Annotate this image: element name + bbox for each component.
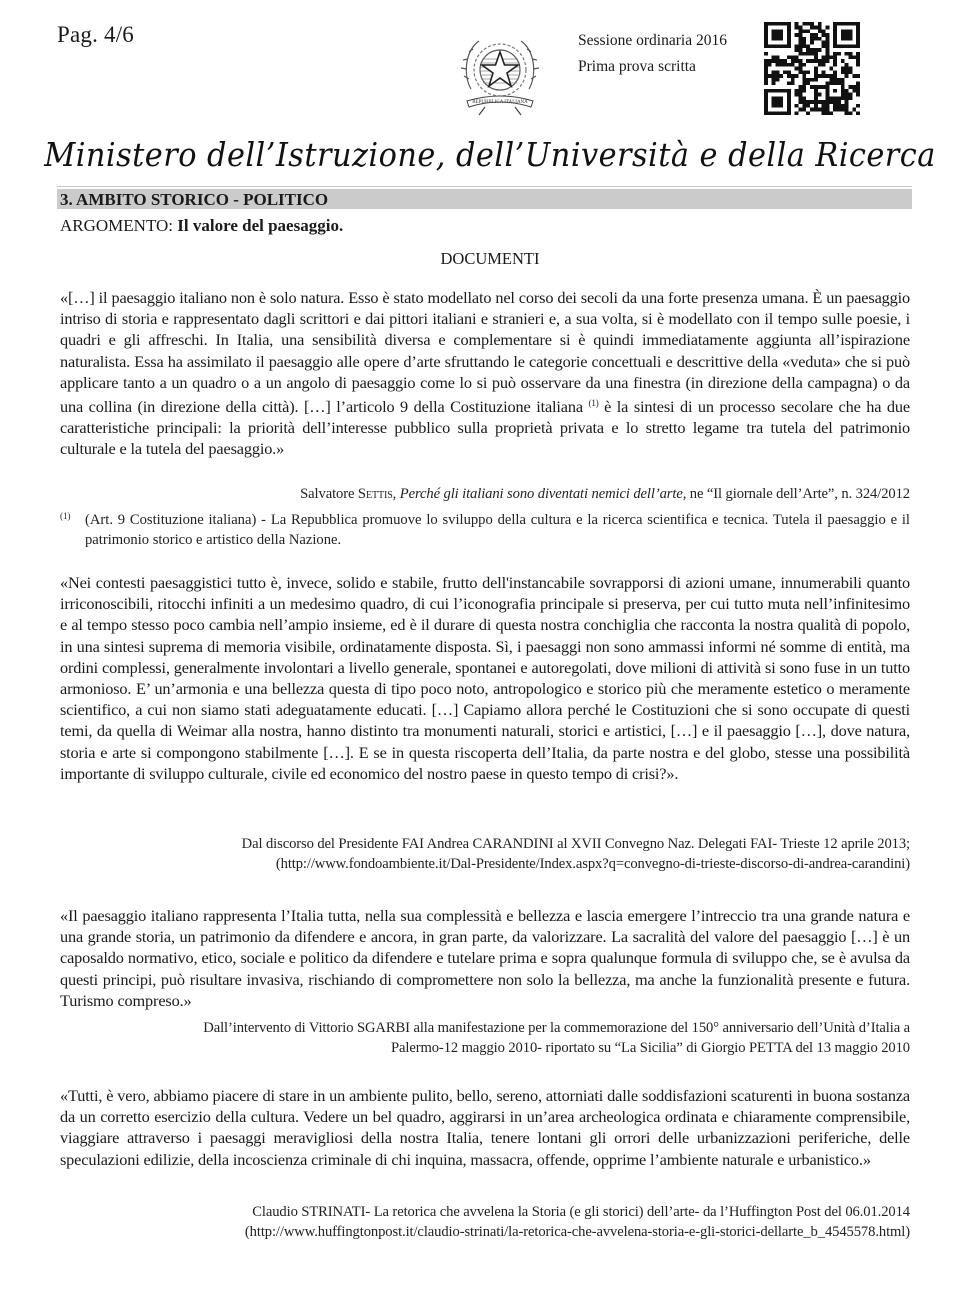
qr-module — [814, 59, 818, 63]
qr-module — [822, 108, 826, 112]
qr-module — [764, 59, 768, 63]
qr-module — [806, 29, 810, 33]
qr-module — [799, 37, 803, 41]
qr-module — [802, 108, 806, 112]
qr-module — [833, 74, 837, 78]
qr-module — [795, 26, 799, 30]
qr-module — [852, 85, 856, 89]
qr-module — [772, 82, 776, 86]
qr-module — [799, 96, 803, 100]
document-4-text: «Tutti, è vero, abbiamo piacere di stare in un ambiente pulito, bello, sereno, attorniati dalle soddisfazioni scaturenti in buona sostanza da un corretto esercizio della cultura. Vedere un bel quadro, aggirarsi in un’area archeologica ordinata e chiaramente comprensibile, viaggiare attraverso i paesaggi meravigliosi della nostra Italia, tenere lontani gli orrori delle urbanizzazioni periferiche, delle speculazioni edilizie, della incoscienza criminale di chi inquina, massacra, offende, opprime l’ambiente naturale e urbanistico.» — [60, 1086, 910, 1169]
source-line-1: Dal discorso del Presidente FAI Andrea CARANDINI al XVII Convegno Naz. Delegati FAI- Trieste 12 aprile 2013; — [241, 836, 910, 852]
qr-module — [841, 108, 845, 112]
qr-module — [818, 74, 822, 78]
qr-module — [764, 63, 768, 67]
topic-line — [60, 216, 343, 236]
qr-module — [799, 63, 803, 67]
qr-module — [783, 70, 787, 74]
document-2-source — [242, 834, 910, 874]
qr-module — [787, 70, 791, 74]
qr-module — [841, 78, 845, 82]
qr-module — [810, 26, 814, 30]
qr-module — [772, 55, 776, 59]
document-4-source — [245, 1202, 910, 1242]
qr-module — [787, 63, 791, 67]
qr-module — [768, 74, 772, 78]
qr-module — [802, 52, 806, 56]
qr-module — [806, 59, 810, 63]
qr-module — [795, 22, 799, 26]
qr-module — [814, 37, 818, 41]
qr-module — [810, 59, 814, 63]
qr-module — [802, 70, 806, 74]
topic-label: ARGOMENTO: — [60, 216, 178, 235]
qr-module — [799, 70, 803, 74]
footnote-mark: (1) — [60, 511, 71, 521]
qr-module — [810, 37, 814, 41]
qr-module — [814, 108, 818, 112]
qr-module — [802, 22, 806, 26]
qr-module — [852, 108, 856, 112]
qr-module — [829, 78, 833, 82]
qr-module — [810, 85, 814, 89]
qr-module — [822, 44, 826, 48]
source-title: Perché gli italiani sono diventati nemici dell’arte, — [399, 486, 687, 502]
qr-module — [799, 33, 803, 37]
qr-module — [799, 100, 803, 104]
qr-module — [787, 82, 791, 86]
qr-module — [848, 111, 852, 115]
qr-module — [799, 29, 803, 33]
qr-module — [818, 63, 822, 67]
topic-value: Il valore del paesaggio. — [177, 216, 344, 235]
qr-module — [833, 108, 837, 112]
qr-module — [852, 89, 856, 93]
qr-module — [806, 82, 810, 86]
qr-module — [818, 48, 822, 52]
qr-module — [822, 100, 826, 104]
qr-module — [772, 96, 784, 107]
qr-module — [806, 52, 810, 56]
qr-module — [845, 96, 849, 100]
qr-module — [806, 70, 810, 74]
qr-module — [818, 100, 822, 104]
document-3-source — [203, 1018, 910, 1058]
qr-module — [814, 104, 818, 108]
footnote — [60, 510, 910, 550]
footnote-text: (Art. 9 Costituzione italiana) - La Repubblica promuove lo sviluppo della cultura e la ricerca scientifica e tecnica. Tutela il paesaggio e il patrimonio storico e artistico della Nazione. — [85, 512, 910, 548]
qr-module — [768, 63, 772, 67]
source-publication: ne “Il giornale dell’Arte”, n. 324/2012 — [686, 486, 910, 502]
qr-module — [841, 29, 853, 40]
qr-module — [818, 29, 822, 33]
qr-module — [822, 55, 826, 59]
qr-module — [822, 41, 826, 45]
qr-module — [841, 59, 845, 63]
session-info — [578, 28, 727, 80]
qr-module — [799, 59, 803, 63]
qr-module — [837, 104, 841, 108]
qr-module — [818, 108, 822, 112]
qr-module — [802, 63, 806, 67]
qr-module — [825, 41, 829, 45]
qr-module — [791, 74, 795, 78]
qr-module — [856, 52, 860, 56]
qr-module — [822, 85, 826, 89]
qr-module — [764, 70, 768, 74]
source-line-2: Palermo-12 maggio 2010- riportato su “La Sicilia” di Giorgio PETTA del 13 maggio 2010 — [391, 1040, 910, 1056]
qr-module — [806, 78, 810, 82]
qr-module — [825, 108, 829, 112]
document-3-text: «Il paesaggio italiano rappresenta l’Italia tutta, nella sua complessità e bellezza e lascia emergere l’intreccio tra una grande natura e una grande storia, un patrimonio da difendere e ancora, in gran parte, da valorizzare. La sacralità del valore del paesaggio […] è un caposaldo normativo, etico, sociale e politico da difendere e tutelare prima e sopra qualunque formula di sviluppo che, se è avulsa da questi principi, può risultare invasiva, rischiando di compromettere non solo la bellezza, ma anche la funzionalità presente e futura. Turismo compreso.» — [60, 906, 910, 1010]
qr-module — [829, 55, 833, 59]
qr-module — [764, 82, 768, 86]
qr-module — [802, 104, 806, 108]
qr-module — [791, 78, 795, 82]
qr-module — [833, 70, 837, 74]
qr-module — [795, 67, 799, 71]
qr-module — [833, 59, 837, 63]
page-number: Pag. 4/6 — [57, 22, 134, 47]
qr-module — [799, 85, 803, 89]
qr-module — [845, 52, 849, 56]
italian-republic-emblem-icon — [455, 27, 545, 117]
qr-module — [802, 44, 806, 48]
qr-module — [856, 104, 860, 108]
qr-module — [818, 22, 822, 26]
qr-module — [814, 85, 818, 89]
qr-module — [825, 44, 829, 48]
qr-module — [825, 104, 829, 108]
qr-module — [833, 89, 837, 93]
qr-module — [764, 67, 768, 71]
qr-module — [802, 89, 806, 93]
qr-module — [799, 89, 803, 93]
qr-module — [852, 74, 856, 78]
document-1-text-part-b: è la sintesi di un processo secolare che ha due caratteristiche principali: la priorità dell’interesse pubblico sulla proprietà privata e lo stretto legame tra tutela del patrimonio culturale e la tutela del paesaggio.» — [60, 397, 910, 459]
qr-module — [795, 44, 799, 48]
qr-module — [845, 104, 849, 108]
qr-module — [841, 67, 845, 71]
qr-module — [845, 74, 849, 78]
qr-module — [845, 89, 849, 93]
qr-module — [783, 59, 787, 63]
session-label: Sessione ordinaria 2016 — [578, 32, 727, 49]
qr-module — [822, 33, 826, 37]
qr-module — [856, 59, 860, 63]
qr-module — [814, 55, 818, 59]
qr-module — [818, 59, 822, 63]
source-line-2: (http://www.huffingtonpost.it/claudio-strinati/la-retorica-che-avvelena-storia-e-gli-storici-dellarte_b_4545578.html) — [244, 1224, 910, 1240]
qr-module — [825, 111, 829, 115]
qr-module — [845, 100, 849, 104]
qr-module — [856, 89, 860, 93]
qr-module — [825, 52, 829, 56]
qr-module — [814, 89, 818, 93]
qr-code-icon — [764, 22, 860, 115]
qr-module — [799, 67, 803, 71]
qr-module — [841, 104, 845, 108]
qr-module — [799, 93, 803, 97]
qr-module — [776, 63, 780, 67]
qr-module — [776, 70, 780, 74]
qr-module — [802, 78, 806, 82]
qr-module — [799, 108, 803, 112]
qr-module — [822, 104, 826, 108]
qr-module — [829, 67, 833, 71]
qr-module — [856, 85, 860, 89]
source-line-1: Dall’intervento di Vittorio SGARBI alla manifestazione per la commemorazione del 150° anniversario dell’Unità d’Italia a — [203, 1020, 910, 1036]
qr-module — [845, 67, 849, 71]
qr-module — [795, 59, 799, 63]
qr-module — [810, 52, 814, 56]
qr-module — [776, 55, 780, 59]
qr-module — [814, 93, 818, 97]
qr-module — [772, 70, 776, 74]
qr-module — [845, 70, 849, 74]
qr-module — [764, 78, 768, 82]
qr-module — [837, 108, 841, 112]
qr-module — [802, 100, 806, 104]
qr-module — [833, 78, 837, 82]
qr-module — [802, 41, 806, 45]
qr-module — [806, 111, 810, 115]
qr-module — [787, 55, 791, 59]
qr-module — [799, 41, 803, 45]
qr-module — [856, 93, 860, 97]
source-line-1: Claudio STRINATI- La retorica che avvelena la Storia (e gli storici) dell’arte- da l’Huffington Post del 06.01.2014 — [252, 1204, 910, 1220]
qr-module — [837, 78, 841, 82]
qr-module — [822, 70, 826, 74]
qr-module — [802, 82, 806, 86]
qr-module — [779, 63, 783, 67]
qr-module — [814, 48, 818, 52]
qr-module — [806, 48, 810, 52]
documents-heading: DOCUMENTI — [440, 249, 540, 268]
qr-module — [845, 63, 849, 67]
qr-module — [795, 48, 799, 52]
qr-module — [818, 85, 822, 89]
qr-module — [802, 96, 806, 100]
qr-module — [822, 63, 826, 67]
qr-module — [772, 74, 776, 78]
qr-module — [822, 59, 826, 63]
qr-module — [818, 37, 822, 41]
qr-module — [814, 67, 818, 71]
document-1-text-part-a: «[…] il paesaggio italiano non è solo natura. Esso è stato modellato nel corso dei secoli da una forte presenza umana. È un paesaggio intriso di storia e rappresentato dagli scrittori e dai pittori italiani e stranieri e, a sua volta, si è modellato con il tempo sulle poesie, i quadri e gli affreschi. In Italia, una sensibilità diversa e complementare si è quindi immediatamente aggiunta all’ispirazione naturalista. Essa ha assimilato il paesaggio alle opere d’arte sfruttando le categorie concettuali e descrittive della «veduta» che si può applicare tanto a un quadro o a un angolo di paesaggio come lo si può osservare da una finestra (in direzione della campagna) o da una collina (in direzione della città). […] l’articolo 9 della Costituzione italiana — [60, 288, 910, 417]
qr-module — [810, 78, 814, 82]
qr-module — [764, 74, 768, 78]
qr-module — [825, 48, 829, 52]
qr-module — [799, 48, 803, 52]
qr-module — [829, 100, 833, 104]
qr-module — [856, 63, 860, 67]
qr-module — [825, 74, 829, 78]
qr-module — [810, 33, 814, 37]
qr-module — [810, 41, 814, 45]
qr-module — [822, 74, 826, 78]
qr-module — [776, 78, 780, 82]
qr-module — [848, 93, 852, 97]
qr-module — [829, 74, 833, 78]
qr-module — [833, 100, 837, 104]
source-author-last: Settis — [357, 486, 393, 502]
qr-module — [772, 78, 776, 82]
exam-label: Prima prova scritta — [578, 58, 696, 75]
qr-module — [856, 74, 860, 78]
qr-module — [776, 59, 780, 63]
qr-module — [856, 55, 860, 59]
qr-module — [787, 74, 791, 78]
qr-module — [814, 52, 818, 56]
qr-module — [852, 55, 856, 59]
qr-module — [795, 74, 799, 78]
qr-module — [810, 108, 814, 112]
qr-module — [814, 96, 818, 100]
qr-module — [799, 52, 803, 56]
qr-module — [772, 29, 784, 40]
qr-module — [795, 33, 799, 37]
qr-module — [825, 33, 829, 37]
qr-module — [818, 26, 822, 30]
qr-module — [845, 111, 849, 115]
footnote-reference: (1) — [588, 398, 599, 409]
qr-module — [818, 93, 822, 97]
qr-module — [848, 52, 852, 56]
qr-module — [825, 59, 829, 63]
qr-module — [848, 55, 852, 59]
qr-module — [806, 100, 810, 104]
source-line-2: (http://www.fondoambiente.it/Dal-Presidente/Index.aspx?q=convegno-di-trieste-discorso-di-andrea-carandini) — [275, 856, 910, 872]
qr-module — [856, 82, 860, 86]
qr-module — [833, 63, 837, 67]
qr-module — [810, 100, 814, 104]
qr-module — [845, 93, 849, 97]
qr-module — [795, 93, 799, 97]
qr-module — [802, 37, 806, 41]
qr-module — [848, 96, 852, 100]
qr-module — [779, 74, 783, 78]
qr-module — [806, 22, 810, 26]
qr-module — [806, 104, 810, 108]
qr-module — [814, 100, 818, 104]
qr-module — [837, 100, 841, 104]
qr-module — [837, 52, 841, 56]
qr-module — [776, 74, 780, 78]
qr-module — [768, 59, 772, 63]
qr-module — [783, 63, 787, 67]
qr-module — [795, 104, 799, 108]
document-1-text — [60, 287, 910, 460]
qr-module — [841, 70, 845, 74]
qr-module — [810, 22, 814, 26]
qr-module — [791, 82, 795, 86]
qr-module — [848, 85, 852, 89]
qr-module — [848, 70, 852, 74]
qr-module — [814, 33, 818, 37]
qr-module — [806, 44, 810, 48]
qr-module — [822, 29, 826, 33]
qr-module — [764, 52, 768, 56]
qr-module — [814, 70, 818, 74]
qr-module — [845, 108, 849, 112]
qr-module — [814, 78, 818, 82]
qr-module — [833, 55, 837, 59]
qr-module — [795, 111, 799, 115]
header-divider — [57, 186, 912, 187]
source-author-first: Salvatore — [300, 486, 358, 502]
qr-module — [791, 63, 795, 67]
qr-module — [795, 55, 799, 59]
qr-module — [791, 59, 795, 63]
qr-module — [856, 111, 860, 115]
document-1-source: Salvatore Settis, Perché gli italiani sono diventati nemici dell’arte, ne “Il giornale dell’Arte”, n. 324/2012 — [300, 486, 910, 502]
qr-module — [825, 100, 829, 104]
qr-module — [791, 55, 795, 59]
section-title: 3. AMBITO STORICO - POLITICO — [57, 189, 912, 209]
emblem-text: REPUBBLICA ITALIANA — [472, 100, 528, 105]
qr-module — [795, 89, 799, 93]
qr-module — [825, 55, 829, 59]
qr-module — [779, 59, 783, 63]
qr-module — [810, 48, 814, 52]
qr-module — [825, 26, 829, 30]
qr-module — [814, 26, 818, 30]
document-2-text: «Nei contesti paesaggistici tutto è, invece, solido e stabile, frutto dell'instancabile sovrapporsi di azioni umane, innumerabili quanto irriconoscibili, ritocchi infiniti a un medesimo quadro, di cui l’iconografia principale si preserva, per cui tutto muta nell’infinitesimo e al tempo stesso poco cambia nell’ampio insieme, ed è il durare di questa nostra conchiglia che racconta la nostra qualità di popolo, in una sintesi suprema di memoria visibile, ordinatamente disposta. Sì, i paesaggi non sono ammassi informi né somme di entità, ma ordini complessi, generalmente involontari a livello generale, spontanei e autoregolati, dove milioni di attività si sono fuse in un tutto armonioso. E’ un’armonia e una bellezza questa di tipo poco noto, antropologico e storico più che meramente estetico o meramente scientifico, a cui non siamo stati adeguatamente educati. […] Capiamo allora perché le Costituzioni che si sono occupate di questi temi, da quella di Weimar alla nostra, hanno distinto tra monumenti naturali, storici e artistici, […] e il paesaggio […], dove natura, storia e arte si compongono stabilmente […]. E se in questa riscoperta dell’Italia, da parte nostra e del globo, stesse una possibilità importante di sviluppo culturale, civile ed economico del nostro paese in questo tempo di crisi?». — [60, 573, 910, 783]
qr-module — [814, 74, 818, 78]
qr-module — [829, 111, 833, 115]
qr-module — [799, 26, 803, 30]
qr-module — [802, 85, 806, 89]
qr-module — [825, 37, 829, 41]
qr-module — [802, 29, 806, 33]
ministry-title: Ministero dell’Istruzione, dell’Università e della Ricerca — [44, 135, 936, 174]
qr-module — [848, 67, 852, 71]
qr-module — [833, 104, 837, 108]
qr-module — [772, 59, 776, 63]
qr-module — [822, 111, 826, 115]
qr-module — [802, 74, 806, 78]
qr-module — [799, 44, 803, 48]
qr-module — [833, 52, 837, 56]
